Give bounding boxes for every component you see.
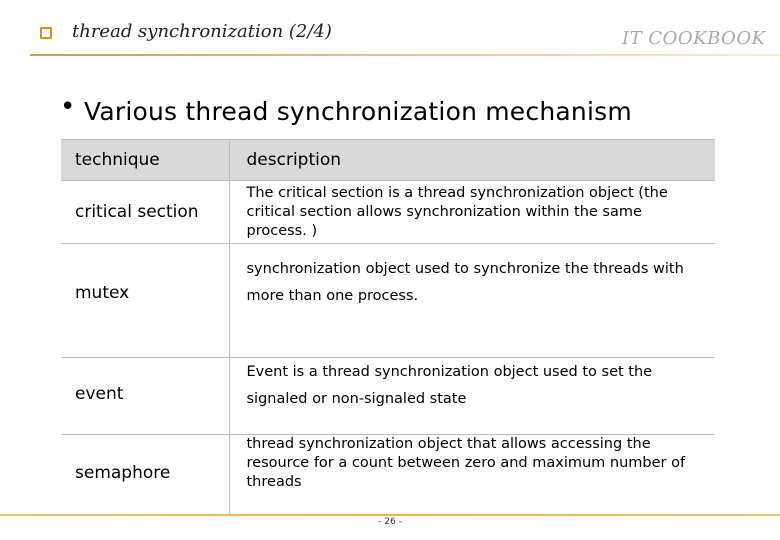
column-header-description: description — [229, 140, 715, 181]
technique-cell: semaphore — [61, 435, 229, 516]
heading-bullet-icon: • — [60, 92, 76, 122]
square-bullet-icon — [40, 27, 52, 39]
table-row — [61, 358, 715, 435]
description-cell: thread synchronization object that allows accessing the resource for a count between zero and maximum number of threads — [229, 435, 715, 516]
table-row — [61, 435, 715, 516]
page-number: - 26 - — [378, 517, 402, 527]
slide-heading: Various thread synchronization mechanism — [84, 97, 632, 126]
slide-section-title: thread synchronization (2/4) — [72, 21, 332, 42]
table-row — [61, 181, 715, 244]
table-header-row — [61, 140, 715, 181]
header-divider — [30, 54, 780, 56]
description-cell: synchronization object used to synchronize the threads with more than one process. — [229, 244, 715, 358]
mechanism-table — [61, 139, 715, 516]
technique-cell: mutex — [61, 244, 229, 358]
description-cell: The critical section is a thread synchronization object (the critical section allows synchronization within the same process. ) — [229, 181, 715, 244]
brand-label: IT COOKBOOK — [622, 28, 766, 49]
table-row — [61, 244, 715, 358]
slide-header — [0, 0, 780, 60]
description-cell: Event is a thread synchronization object used to set the signaled or non-signaled state — [229, 358, 715, 435]
technique-cell: event — [61, 358, 229, 435]
column-header-technique: technique — [61, 140, 229, 181]
technique-cell: critical section — [61, 181, 229, 244]
footer-divider — [0, 514, 780, 516]
